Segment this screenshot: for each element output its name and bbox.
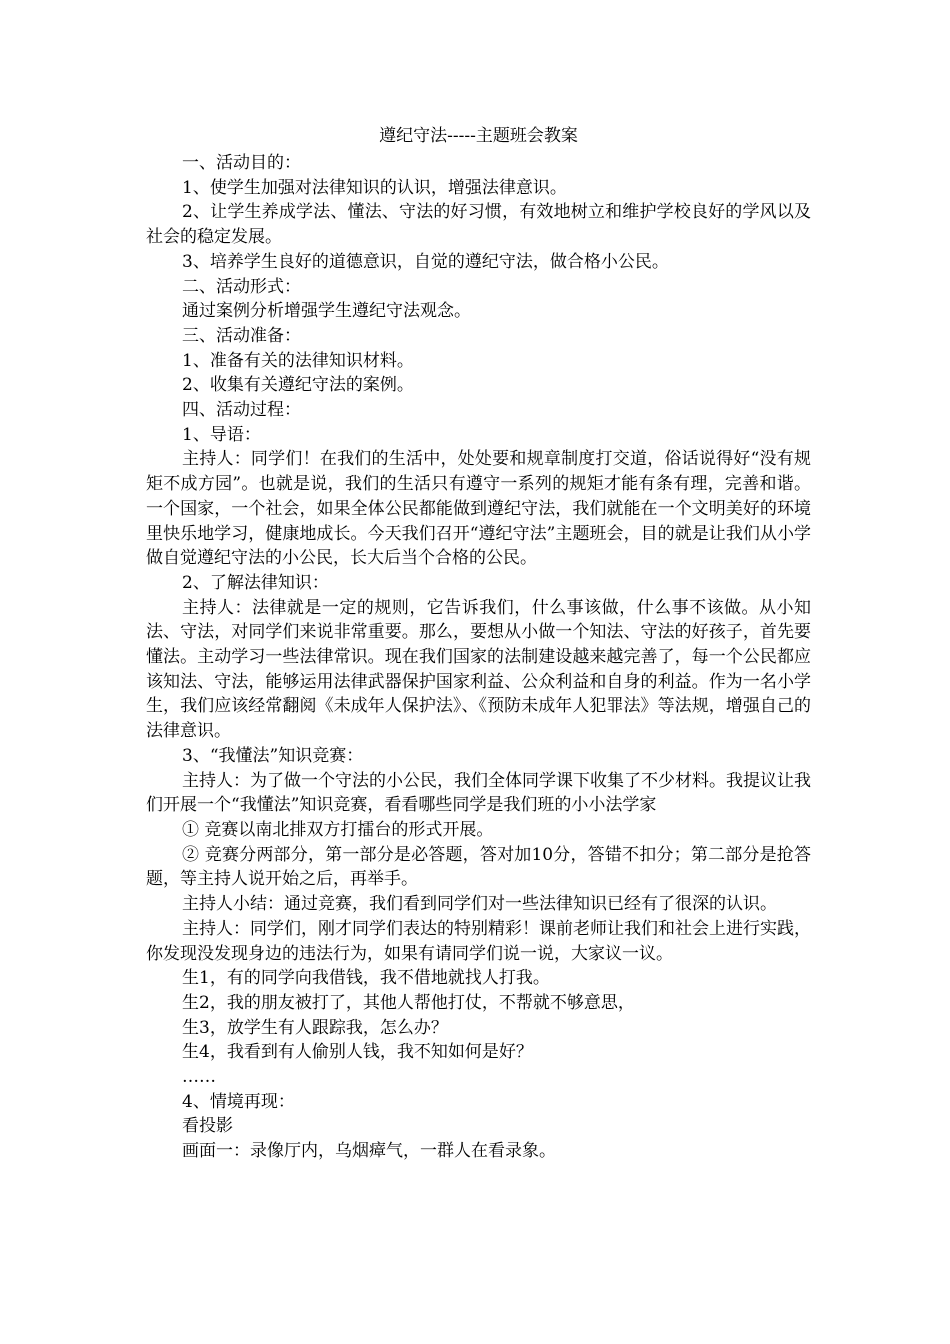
host-summary: 主持人小结：通过竞赛，我们看到同学们对一些法律知识已经有了很深的认识。: [182, 894, 777, 915]
student-2: 生2，我的朋友被打了，其他人帮他打仗，不帮就不够意思，: [182, 992, 635, 1013]
goal-item-3: 3、培养学生良好的道德意识，自觉的遵纪守法，做合格小公民。: [182, 251, 669, 272]
projection-label: 看投影: [182, 1116, 233, 1137]
subheading-law-knowledge: 2、了解法律知识：: [182, 572, 329, 593]
heading-activity-form: 二、活动形式：: [182, 276, 301, 297]
student-1: 生1，有的同学向我借钱，我不借地就找人打我。: [182, 968, 550, 989]
subheading-quiz: 3、“我懂法”知识竞赛：: [182, 745, 364, 766]
goal-item-2: 2、让学生养成学法、懂法、守法的好习惯，有效地树立和维护学校良好的学风以及社会的稳定发展。: [146, 202, 811, 248]
heading-activity-goal: 一、活动目的：: [182, 153, 301, 173]
student-4: 生4，我看到有人偷别人钱，我不知如何是好？: [182, 1042, 533, 1063]
quiz-paragraph: 主持人：为了做一个守法的小公民，我们全体同学课下收集了不少材料。我提议让我们开展一个“我懂法”知识竞赛，看看哪些同学是我们班的小小法学家: [146, 770, 811, 816]
document-title: 遵纪守法-----主题班会教案: [379, 126, 578, 146]
prep-item-1: 1、准备有关的法律知识材料。: [182, 350, 414, 371]
student-3: 生3，放学生有人跟踪我，怎么办？: [182, 1017, 448, 1038]
heading-activity-process: 四、活动过程：: [182, 400, 301, 421]
document-page: [146, 121, 811, 1164]
quiz-rule-2: ② 竞赛分两部分，第一部分是必答题，答对加10分，答错不扣分；第二部分是抢答题，等主持人说开始之后，再举手。: [146, 844, 811, 890]
heading-activity-prep: 三、活动准备：: [182, 325, 301, 346]
host-prompt: 主持人：同学们，刚才同学们表达的特别精彩！课前老师让我们和社会上进行实践，你发现没发现身边的违法行为，如果有请同学们说一说，大家议一议。: [146, 918, 811, 964]
subheading-scenario: 4、情境再现：: [182, 1091, 295, 1112]
intro-paragraph: 主持人：同学们！在我们的生活中，处处要和规章制度打交道，俗话说得好“没有规矩不成方园”。也就是说，我们的生活只有遵守一系列的规矩才能有条有理，完善和谐。一个国家，一个社会，如果全体公民都能做到遵纪守法，我们就能在一个文明美好的环境里快乐地学习，健康地成长。今天我们召开“遵纪守法”主题班会，目的就是让我们从小学做自觉遵纪守法的小公民，长大后当个合格的公民。: [146, 449, 811, 569]
ellipsis: ……: [182, 1067, 216, 1088]
form-text: 通过案例分析增强学生遵纪守法观念。: [182, 301, 471, 322]
prep-item-2: 2、收集有关遵纪守法的案例。: [182, 375, 414, 396]
subheading-intro: 1、导语：: [182, 424, 261, 445]
law-knowledge-paragraph: 主持人：法律就是一定的规则，它告诉我们，什么事该做，什么事不该做。从小知法、守法，对同学们来说非常重要。那么，要想从小做一个知法、守法的好孩子，首先要懂法。主动学习一些法律常识。现在我们国家的法制建设越来越完善了，每一个公民都应该知法、守法，能够运用法律武器保护国家利益、公众利益和自身的利益。作为一名小学生，我们应该经常翻阅《未成年人保护法》、《预防未成年人犯罪法》等法规，增强自己的法律意识。: [146, 597, 811, 742]
goal-item-1: 1、使学生加强对法律知识的认识，增强法律意识。: [182, 177, 567, 198]
quiz-rule-1: ① 竞赛以南北排双方打擂台的形式开展。: [182, 819, 494, 840]
scene-one: 画面一：录像厅内，乌烟瘴气，一群人在看录象。: [182, 1141, 556, 1162]
